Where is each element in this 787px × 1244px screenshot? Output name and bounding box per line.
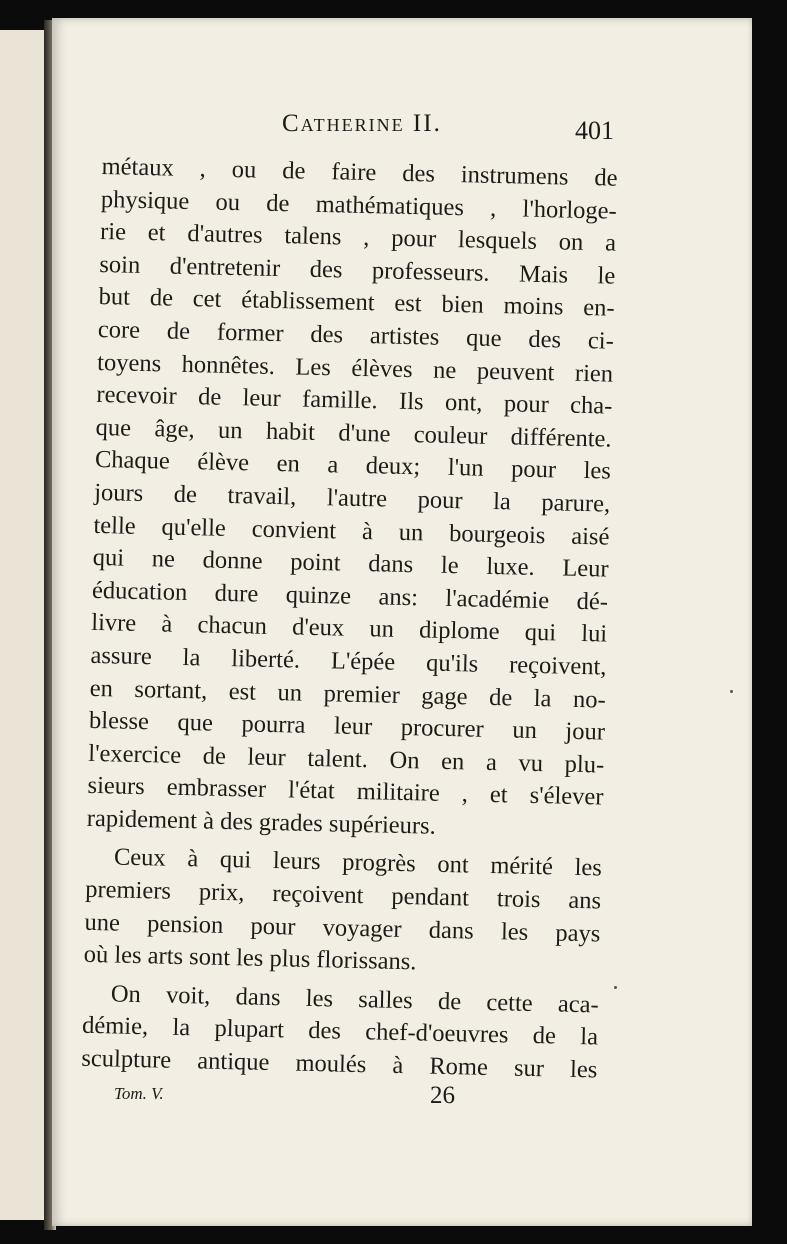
text-line: soin d'entretenir des professeurs. Mais le bbox=[99, 250, 616, 290]
page-number: 401 bbox=[575, 116, 614, 145]
gathering-signature: 26 bbox=[430, 1082, 455, 1109]
text-line: jours de travail, l'autre pour la parure, bbox=[93, 478, 611, 518]
text-line: métaux , ou de faire des instrumens de bbox=[101, 152, 618, 192]
text-line: telle qu'elle convient à un bourgeois aisé bbox=[93, 511, 610, 551]
text-line: sculpture antique moulés à Rome sur les bbox=[81, 1044, 598, 1084]
volume-signature: Tom. V. bbox=[114, 1084, 164, 1103]
text-line: premiers prix, reçoivent pendant trois ans bbox=[84, 875, 602, 915]
text-line: éducation dure quinze ans: l'académie dé- bbox=[91, 576, 609, 616]
text-line: démie, la plupart des chef-d'oeuvres de la bbox=[81, 1012, 599, 1051]
text-line: core de former des artistes que des ci- bbox=[97, 315, 615, 355]
text-line: Chaque élève en a deux; l'un pour les bbox=[94, 446, 612, 485]
text-line: en sortant, est un premier gage de la no- bbox=[89, 674, 606, 714]
paper-speck bbox=[730, 690, 733, 693]
paragraph-first-line: On voit, dans les salles de cette aca- bbox=[110, 980, 600, 1019]
facing-page-edge bbox=[0, 30, 46, 1220]
body-text bbox=[81, 151, 618, 1087]
paper-speck bbox=[614, 986, 617, 989]
text-line: que âge, un habit d'une couleur différente. bbox=[95, 413, 612, 453]
text-line: rapidement à des grades supérieurs. bbox=[86, 804, 437, 840]
text-line: où les arts sont les plus florissans. bbox=[83, 941, 417, 976]
text-line: rie et d'autres talens , pour lesquels on a bbox=[99, 218, 617, 257]
text-line: assure la liberté. L'épée qu'ils reçoivent, bbox=[90, 641, 607, 681]
text-line: recevoir de leur famille. Ils ont, pour cha- bbox=[96, 381, 613, 420]
running-head: Catherine II. bbox=[282, 110, 442, 137]
text-line: sieurs embrasser l'état militaire , et s'élever bbox=[87, 772, 604, 811]
text-line: une pension pour voyager dans les pays bbox=[84, 908, 601, 948]
text-line: livre à chacun d'eux un diplome qui lui bbox=[90, 609, 608, 648]
text-line: toyens honnêtes. Les élèves ne peuvent rien bbox=[96, 348, 614, 388]
text-line: blesse que pourra leur procurer un jour bbox=[88, 706, 606, 746]
book-page bbox=[52, 18, 752, 1226]
text-line: but de cet établissement est bien moins en- bbox=[98, 283, 615, 323]
text-line: physique ou de mathématiques , l'horloge- bbox=[100, 185, 618, 225]
text-line: l'exercice de leur talent. On en a vu plu- bbox=[88, 739, 605, 779]
paragraph-first-line: Ceux à qui leurs progrès ont mérité les bbox=[113, 843, 603, 882]
text-line: qui ne donne point dans le luxe. Leur bbox=[92, 544, 609, 583]
